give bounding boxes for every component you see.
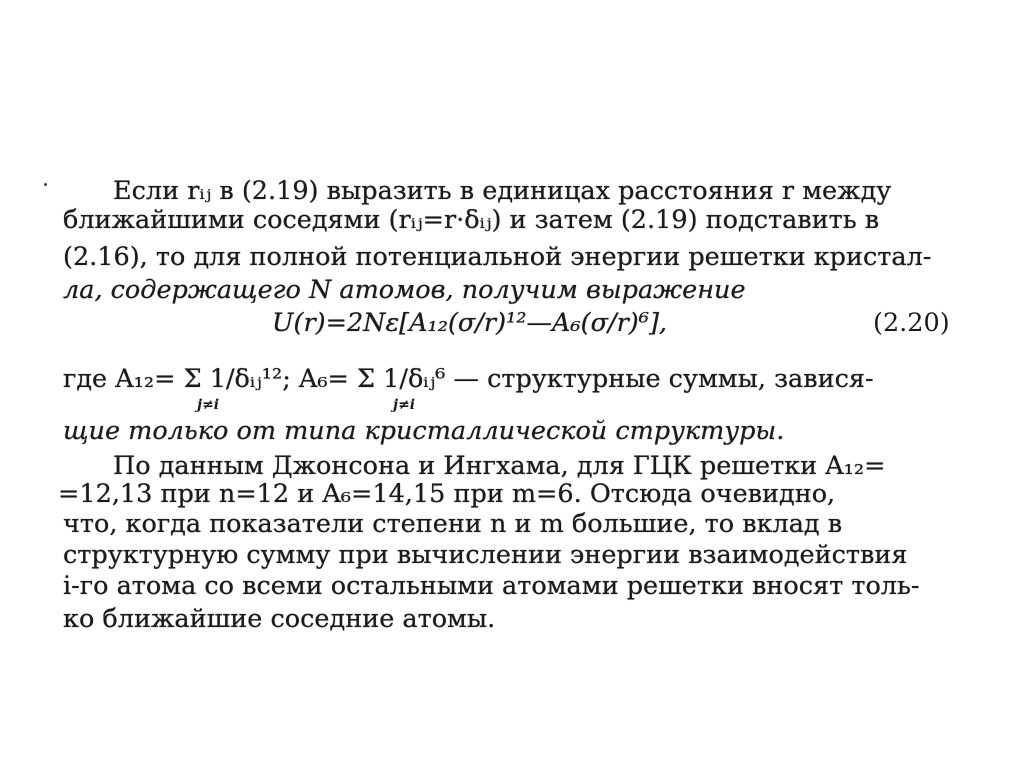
sum-subscript-1: j≠i bbox=[197, 397, 220, 413]
paragraph2-line1: где A₁₂= Σ 1/δᵢⱼ¹²; A₆= Σ 1/δᵢⱼ⁶ — структурные суммы, завися- bbox=[63, 364, 874, 394]
equation-formula: U(r)=2Nε[A₁₂(σ/r)¹²—A₆(σ/r)⁶], bbox=[272, 308, 668, 338]
paragraph3-line6: ко ближайшие соседние атомы. bbox=[63, 604, 496, 634]
paragraph3-line1: По данным Джонсона и Ингхама, для ГЦК решетки A₁₂= bbox=[113, 451, 886, 481]
paragraph3-line4: структурную сумму при вычислении энергии взаимодействия bbox=[63, 540, 908, 570]
paragraph1-line3: (2.16), то для полной потенциальной энергии решетки кристал- bbox=[63, 242, 932, 272]
paragraph3-line3: что, когда показатели степени n и m большие, то вклад в bbox=[63, 509, 843, 539]
paragraph1-line1: Если rᵢⱼ в (2.19) выразить в единицах расстояния r между bbox=[113, 176, 892, 206]
paragraph1-line4: ла, содержащего N атомов, получим выражение bbox=[63, 275, 746, 305]
scan-speck bbox=[44, 183, 47, 186]
paragraph3-line2: =12,13 при n=12 и A₆=14,15 при m=6. Отсюда очевидно, bbox=[58, 479, 836, 509]
sum-subscript-2: j≠i bbox=[393, 397, 416, 413]
paragraph2-line2: щие только от типа кристаллической структуры. bbox=[63, 416, 785, 446]
equation-number: (2.20) bbox=[873, 308, 950, 338]
paragraph1-line2: ближайшими соседями (rᵢⱼ=r·δᵢⱼ) и затем (2.19) подставить в bbox=[63, 205, 880, 235]
paragraph3-line5: i-го атома со всеми остальными атомами решетки вносят толь- bbox=[63, 571, 920, 601]
